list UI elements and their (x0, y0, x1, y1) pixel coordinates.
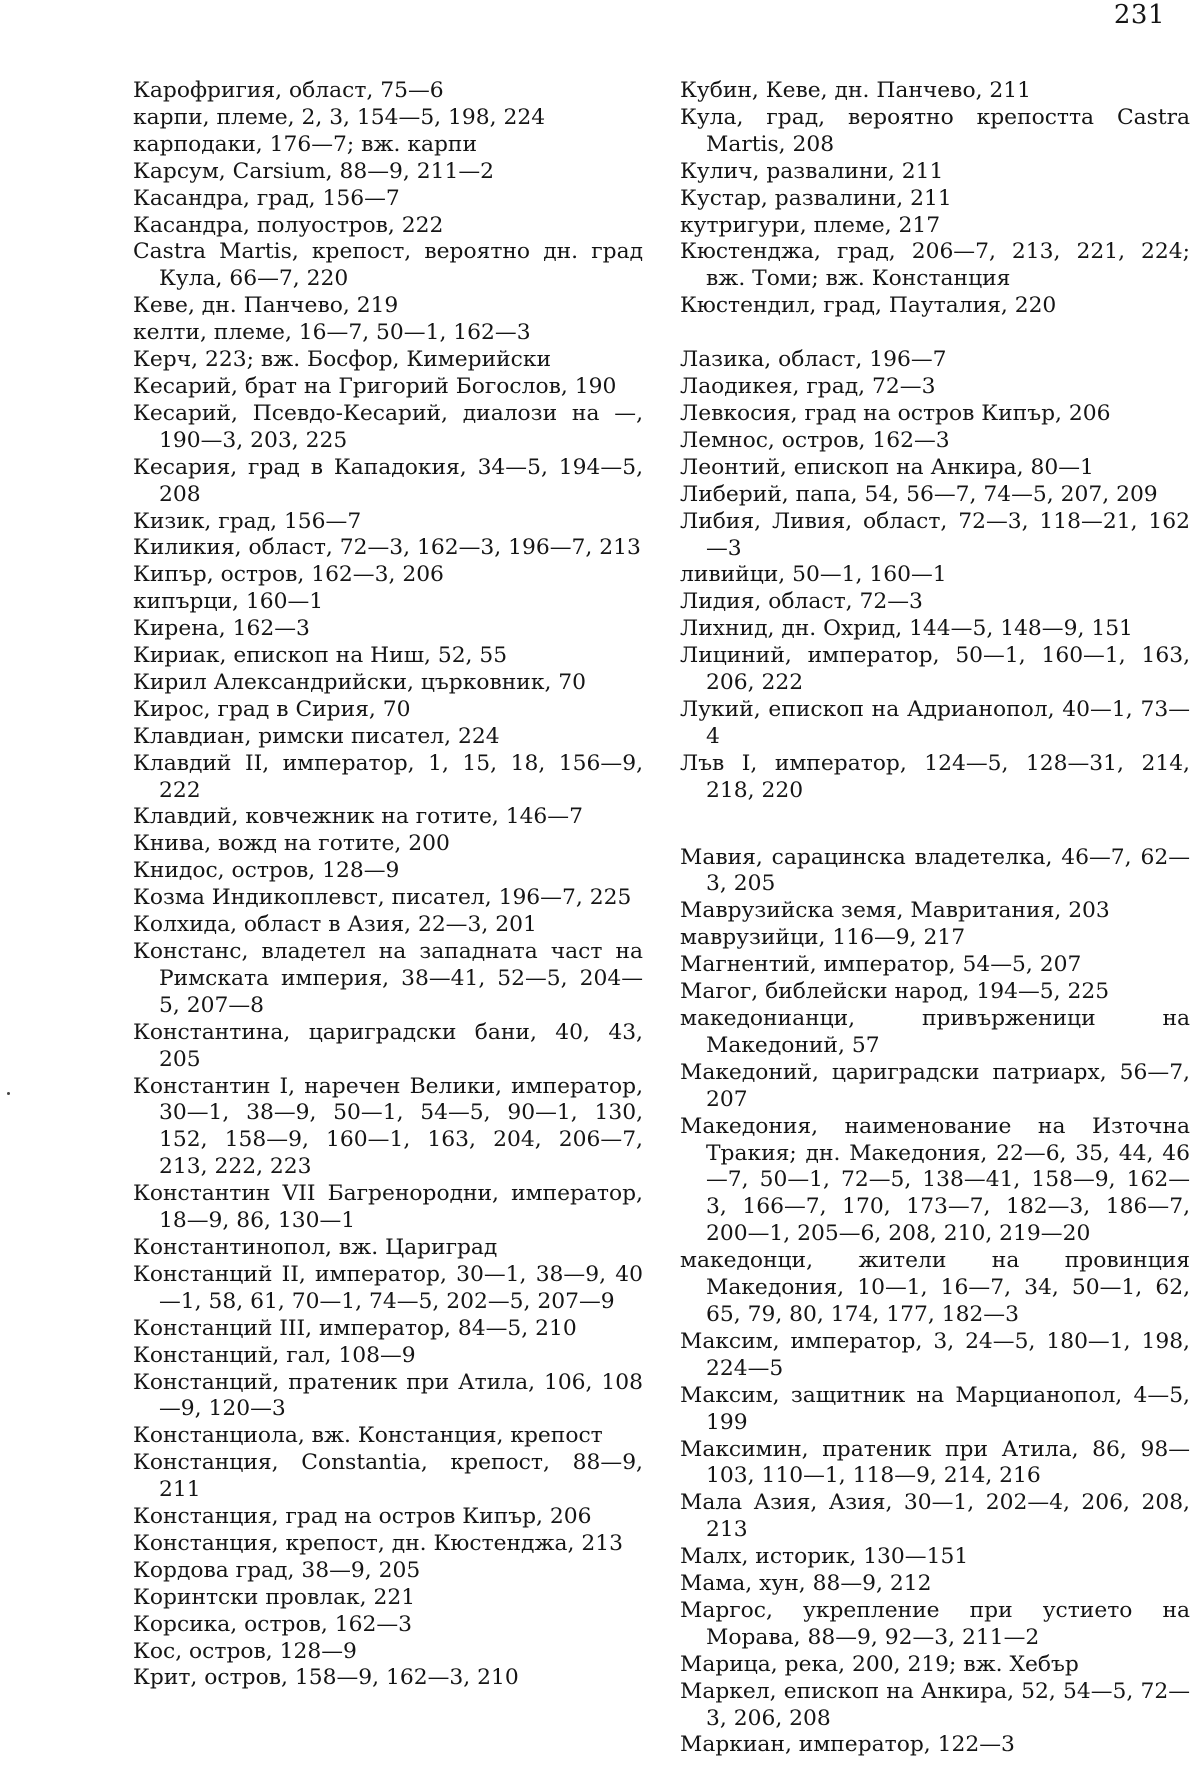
index-entry: Касандра, град, 156—7 (133, 185, 400, 211)
index-entry: Лазика, област, 196—7 (680, 347, 947, 373)
index-entry: Козма Индикоплевст, писател, 196—7, 225 (133, 885, 632, 911)
index-entry: Кирил Александрийски, църковник, 70 (133, 669, 587, 695)
index-entry: Максим, император, 3, 24—5, 180—1, 198, 224—5 (680, 1328, 1190, 1381)
index-entry: Мама, хун, 88—9, 212 (680, 1571, 932, 1597)
index-entry: Кулич, развалини, 211 (680, 158, 944, 184)
index-entry: Констанция, град на остров Кипър, 206 (133, 1504, 592, 1530)
index-entry: Кос, остров, 128—9 (133, 1638, 357, 1664)
index-entry: Castra Martis, крепост, вероятно дн. град Кула, 66—7, 220 (133, 239, 643, 292)
index-entry: келти, племе, 16—7, 50—1, 162—3 (133, 320, 531, 346)
index-entry: Лидия, област, 72—3 (680, 589, 923, 615)
index-entry: Кесарий, Псевдо-Кесарий, диалози на —, 190—3, 203, 225 (133, 400, 643, 453)
index-entry: Македоний, цариградски патриарх, 56—7, 207 (680, 1059, 1190, 1112)
index-entry: Клавдий II, император, 1, 15, 18, 156—9, 222 (133, 750, 643, 803)
index-entry: Кула, град, вероятно крепостта Castra Martis, 208 (680, 104, 1190, 157)
right-column (680, 78, 1190, 1759)
index-entry: Кипър, остров, 162—3, 206 (133, 562, 444, 588)
index-entry: Колхида, област в Азия, 22—3, 201 (133, 912, 537, 938)
index-entry: Касандра, полуостров, 222 (133, 212, 444, 238)
index-entry: Максимин, пратеник при Атила, 86, 98—103, 110—1, 118—9, 214, 216 (680, 1436, 1190, 1489)
index-entry: Кесарий, брат на Григорий Богослов, 190 (133, 373, 617, 399)
index-entry: Маврузийска земя, Мавритания, 203 (680, 898, 1110, 924)
page-number: 231 (1113, 0, 1165, 30)
index-entry: Корсика, остров, 162—3 (133, 1611, 413, 1637)
index-entry: Мала Азия, Азия, 30—1, 202—4, 206, 208, 213 (680, 1490, 1190, 1543)
index-entry: карподаки, 176—7; вж. карпи (133, 131, 477, 157)
index-entry: Констанций, гал, 108—9 (133, 1342, 416, 1368)
index-entry: Коринтски провлак, 221 (133, 1584, 416, 1610)
index-entry: Кюстендил, град, Пауталия, 220 (680, 293, 1057, 319)
index-entry: Кубин, Кеве, дн. Панчево, 211 (680, 78, 1032, 103)
index-entry: Малх, историк, 130—151 (680, 1544, 969, 1570)
index-entry: Констанций, пратеник при Атила, 106, 108—9, 120—3 (133, 1369, 643, 1422)
index-entry: Лихнид, дн. Охрид, 144—5, 148—9, 151 (680, 616, 1133, 642)
index-entry: Маргос, укрепление при устието на Морава, 88—9, 92—3, 211—2 (680, 1597, 1190, 1650)
index-entry: Константина, цариградски бани, 40, 43, 205 (133, 1019, 643, 1072)
index-entry: Мавия, сарацинска владетелка, 46—7, 62—3, 205 (680, 844, 1190, 897)
index-entry: Карсум, Carsium, 88—9, 211—2 (133, 158, 495, 184)
index-entry: Кирос, град в Сирия, 70 (133, 696, 411, 722)
index-entry: Константин I, наречен Велики, император, 30—1, 38—9, 50—1, 54—5, 90—1, 130, 152, 158—9, 160—1, 163, 204, 206—7, 213, 222, 223 (133, 1073, 643, 1180)
index-entry: Либерий, папа, 54, 56—7, 74—5, 207, 209 (680, 481, 1158, 507)
index-entry: Констанций II, император, 30—1, 38—9, 40—1, 58, 61, 70—1, 74—5, 202—5, 207—9 (133, 1261, 643, 1314)
index-entry: македонианци, привърженици на Македоний, 57 (680, 1006, 1190, 1058)
index-entry: Карофригия, област, 75—6 (133, 78, 444, 103)
index-entry: Маркел, епископ на Анкира, 52, 54—5, 72—3, 206, 208 (680, 1678, 1190, 1731)
index-entry: Маркиан, император, 122—3 (680, 1732, 1015, 1758)
index-entry: македонци, жители на провинция Македония, 10—1, 16—7, 34, 50—1, 62, 65, 79, 80, 174, 177, 182—3 (680, 1248, 1190, 1327)
index-entry: Кизик, град, 156—7 (133, 508, 362, 534)
index-entry: Клавдиан, римски писател, 224 (133, 723, 500, 749)
index-entry: Констанция, крепост, дн. Кюстенджа, 213 (133, 1530, 623, 1556)
left-column (133, 78, 643, 1692)
index-entry: маврузийци, 116—9, 217 (680, 925, 966, 951)
index-entry: Констанциола, вж. Констанция, крепост (133, 1423, 603, 1449)
index-entry: Лъв I, император, 124—5, 128—31, 214, 218, 220 (680, 750, 1190, 803)
stray-mark (7, 1092, 10, 1095)
index-entry: Кюстенджа, град, 206—7, 213, 221, 224; вж. Томи; вж. Констанция (680, 239, 1190, 292)
index-entry: Леонтий, епископ на Анкира, 80—1 (680, 454, 1094, 480)
index-entry: Лаодикея, град, 72—3 (680, 374, 936, 400)
letter-group-spacer (680, 805, 1190, 845)
index-entry: Либия, Ливия, област, 72—3, 118—21, 162—3 (680, 508, 1190, 561)
index-entry: Кеве, дн. Панчево, 219 (133, 293, 399, 319)
index-entry: карпи, племе, 2, 3, 154—5, 198, 224 (133, 104, 546, 130)
index-entry: Магнентий, император, 54—5, 207 (680, 952, 1082, 978)
index-entry: Клавдий, ковчежник на готите, 146—7 (133, 804, 583, 830)
index-entry: Левкосия, град на остров Кипър, 206 (680, 400, 1111, 426)
index-entry: Константин VII Багренородни, император, 18—9, 86, 130—1 (133, 1181, 643, 1234)
index-entry: Книдос, остров, 128—9 (133, 858, 400, 884)
index-entry: Кесария, град в Кападокия, 34—5, 194—5, 208 (133, 454, 643, 507)
index-entry: Лемнос, остров, 162—3 (680, 427, 950, 453)
index-entry: ливийци, 50—1, 160—1 (680, 562, 947, 588)
index-entry: Керч, 223; вж. Босфор, Кимерийски (133, 347, 552, 373)
index-entry: Кустар, развалини, 211 (680, 185, 952, 211)
index-entry: Констанций III, император, 84—5, 210 (133, 1315, 577, 1341)
index-entry: Магог, библейски народ, 194—5, 225 (680, 979, 1110, 1005)
index-entry: Крит, остров, 158—9, 162—3, 210 (133, 1665, 519, 1691)
index-entry: Лукий, епископ на Адрианопол, 40—1, 73—4 (680, 696, 1190, 749)
letter-group-spacer (680, 320, 1190, 347)
index-entry: Киликия, област, 72—3, 162—3, 196—7, 213 (133, 535, 641, 561)
index-entry: кутригури, племе, 217 (680, 212, 941, 238)
index-entry: Константинопол, вж. Цариград (133, 1234, 498, 1260)
index-entry: Максим, защитник на Марцианопол, 4—5, 199 (680, 1382, 1190, 1435)
index-entry: Кириак, епископ на Ниш, 52, 55 (133, 643, 508, 669)
index-entry: Лициний, император, 50—1, 160—1, 163, 206, 222 (680, 643, 1190, 696)
index-entry: Книва, вожд на готите, 200 (133, 831, 450, 857)
index-entry: Кирена, 162—3 (133, 616, 310, 642)
index-entry: Кордова град, 38—9, 205 (133, 1557, 421, 1583)
index-entry: Констанс, владетел на западната част на Римската империя, 38—41, 52—5, 204—5, 207—8 (133, 939, 643, 1018)
index-entry: Марица, река, 200, 219; вж. Хебър (680, 1651, 1079, 1677)
index-entry: Констанция, Constantia, крепост, 88—9, 211 (133, 1450, 643, 1503)
index-entry: Македония, наименование на Източна Тракия; дн. Македония, 22—6, 35, 44, 46—7, 50—1, 72—5, 138—41, 158—9, 162—3, 166—7, 170, 173—7, 182—3, 186—7, 200—1, 205—6, 208, 210, 219—20 (680, 1113, 1190, 1247)
index-entry: кипърци, 160—1 (133, 589, 324, 615)
